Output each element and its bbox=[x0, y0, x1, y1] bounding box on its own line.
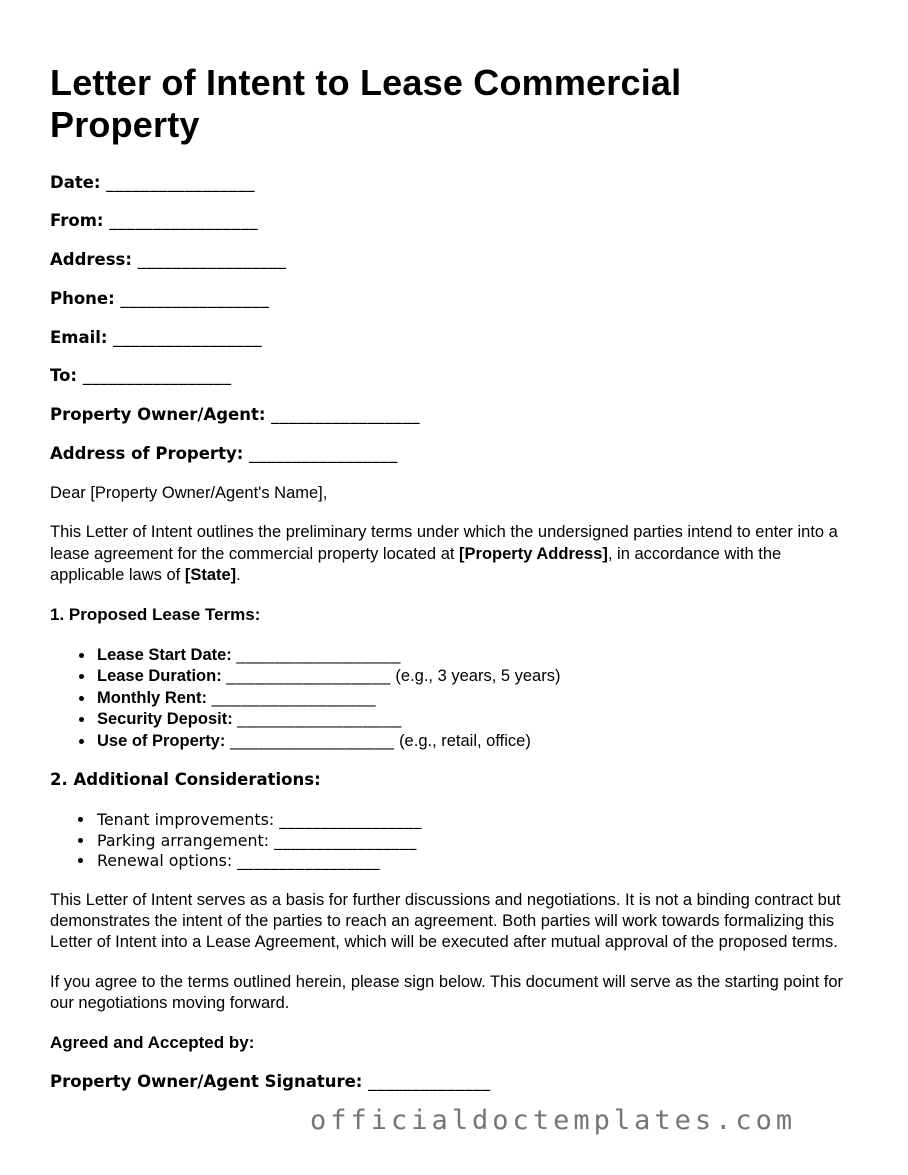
use-of-property-hint: (e.g., retail, office) bbox=[399, 731, 531, 750]
field-phone-label: Phone: bbox=[50, 288, 115, 308]
field-date bbox=[50, 173, 858, 193]
lease-start-date-label: Lease Start Date: bbox=[97, 646, 232, 665]
intro-paragraph bbox=[50, 522, 858, 586]
property-address-placeholder: [Property Address] bbox=[459, 544, 608, 563]
field-property-owner-agent-label: Property Owner/Agent: bbox=[50, 405, 266, 425]
field-from-label: From: bbox=[50, 211, 104, 231]
state-placeholder: [State] bbox=[184, 566, 237, 585]
document-title: Letter of Intent to Lease Commercial Property bbox=[50, 62, 682, 145]
field-email-label: Email: bbox=[50, 327, 108, 347]
intro-text-post: . bbox=[236, 566, 241, 585]
field-email-blank-line: _________________ bbox=[113, 327, 263, 347]
signature-row bbox=[50, 1072, 858, 1092]
field-address bbox=[50, 250, 858, 270]
lease-start-date-blank-line: _________________ bbox=[236, 646, 401, 665]
field-property-owner-agent bbox=[50, 405, 858, 425]
renewal-options-blank-line: _________________ bbox=[237, 851, 381, 871]
field-phone bbox=[50, 289, 858, 309]
section-heading-additional-considerations: 2. Additional Considerations: bbox=[50, 770, 321, 790]
list-item-lease-duration bbox=[95, 666, 858, 687]
field-address-of-property-label: Address of Property: bbox=[50, 444, 244, 464]
security-deposit-blank-line: _________________ bbox=[237, 710, 402, 729]
use-of-property-label: Use of Property: bbox=[97, 731, 226, 750]
tenant-improvements-label: Tenant improvements: bbox=[97, 810, 275, 829]
list-item-parking-arrangement bbox=[95, 831, 858, 852]
lease-duration-label: Lease Duration: bbox=[97, 667, 222, 686]
renewal-options-label: Renewal options: bbox=[97, 851, 233, 871]
list-item-use-of-property bbox=[95, 731, 858, 752]
field-to-blank-line: _________________ bbox=[82, 366, 232, 386]
signature-blank-line: ______________ bbox=[368, 1072, 491, 1092]
field-from bbox=[50, 211, 858, 231]
parking-arrangement-blank-line: _________________ bbox=[274, 830, 417, 850]
field-date-label: Date: bbox=[50, 172, 101, 192]
proposed-lease-terms-list bbox=[50, 645, 858, 752]
body-paragraph: This Letter of Intent serves as a basis for further discussions and negotiations. It is not a binding contract but demonstrates the intent of the parties to reach an agreement. Both parties will work towards formalizing this Letter of Intent into a Lease Agreement, which will be executed after mutual approval of the proposed terms. bbox=[50, 890, 841, 952]
list-item-monthly-rent bbox=[95, 688, 858, 709]
use-of-property-blank-line: _________________ bbox=[229, 731, 395, 750]
field-address-label: Address: bbox=[50, 250, 132, 270]
intro-text-mid: , in accordance with the applicable laws of bbox=[50, 544, 782, 585]
watermark: officialdoctemplates.com bbox=[310, 1105, 797, 1136]
field-from-blank-line: _________________ bbox=[109, 211, 258, 231]
list-item-security-deposit bbox=[95, 709, 858, 730]
agreed-and-accepted-heading: Agreed and Accepted by: bbox=[50, 1032, 255, 1052]
field-property-owner-agent-blank-line: _________________ bbox=[271, 405, 420, 425]
field-to-label: To: bbox=[50, 366, 77, 386]
tenant-improvements-blank-line: _________________ bbox=[279, 810, 422, 829]
list-item-tenant-improvements bbox=[95, 810, 858, 831]
field-email bbox=[50, 328, 858, 348]
lease-duration-blank-line: _________________ bbox=[226, 667, 391, 686]
monthly-rent-label: Monthly Rent: bbox=[97, 688, 207, 707]
field-date-blank-line: _________________ bbox=[106, 172, 256, 192]
field-address-of-property-blank-line: _________________ bbox=[249, 444, 398, 464]
list-item-renewal-options bbox=[95, 851, 858, 872]
list-item-lease-start-date bbox=[95, 645, 858, 666]
field-to bbox=[50, 366, 858, 386]
closing-paragraph: If you agree to the terms outlined herein, please sign below. This document will serve as the starting point for our negotiations moving forward. bbox=[50, 972, 844, 1013]
section-heading-proposed-lease-terms: 1. Proposed Lease Terms: bbox=[50, 604, 261, 624]
salutation: Dear [Property Owner/Agent's Name], bbox=[50, 483, 328, 502]
parking-arrangement-label: Parking arrangement: bbox=[97, 830, 270, 850]
monthly-rent-blank-line: _________________ bbox=[211, 688, 377, 707]
field-address-of-property bbox=[50, 444, 858, 464]
field-address-blank-line: _________________ bbox=[137, 250, 287, 270]
intro-text-pre: This Letter of Intent outlines the preliminary terms under which the undersigned parties intend to enter into a lease agreement for the commercial property located at bbox=[50, 523, 838, 563]
signature-label: Property Owner/Agent Signature: bbox=[50, 1072, 363, 1092]
lease-duration-hint: (e.g., 3 years, 5 years) bbox=[395, 667, 561, 686]
field-phone-blank-line: _________________ bbox=[120, 288, 270, 308]
security-deposit-label: Security Deposit: bbox=[97, 710, 233, 729]
additional-considerations-list bbox=[50, 810, 858, 872]
